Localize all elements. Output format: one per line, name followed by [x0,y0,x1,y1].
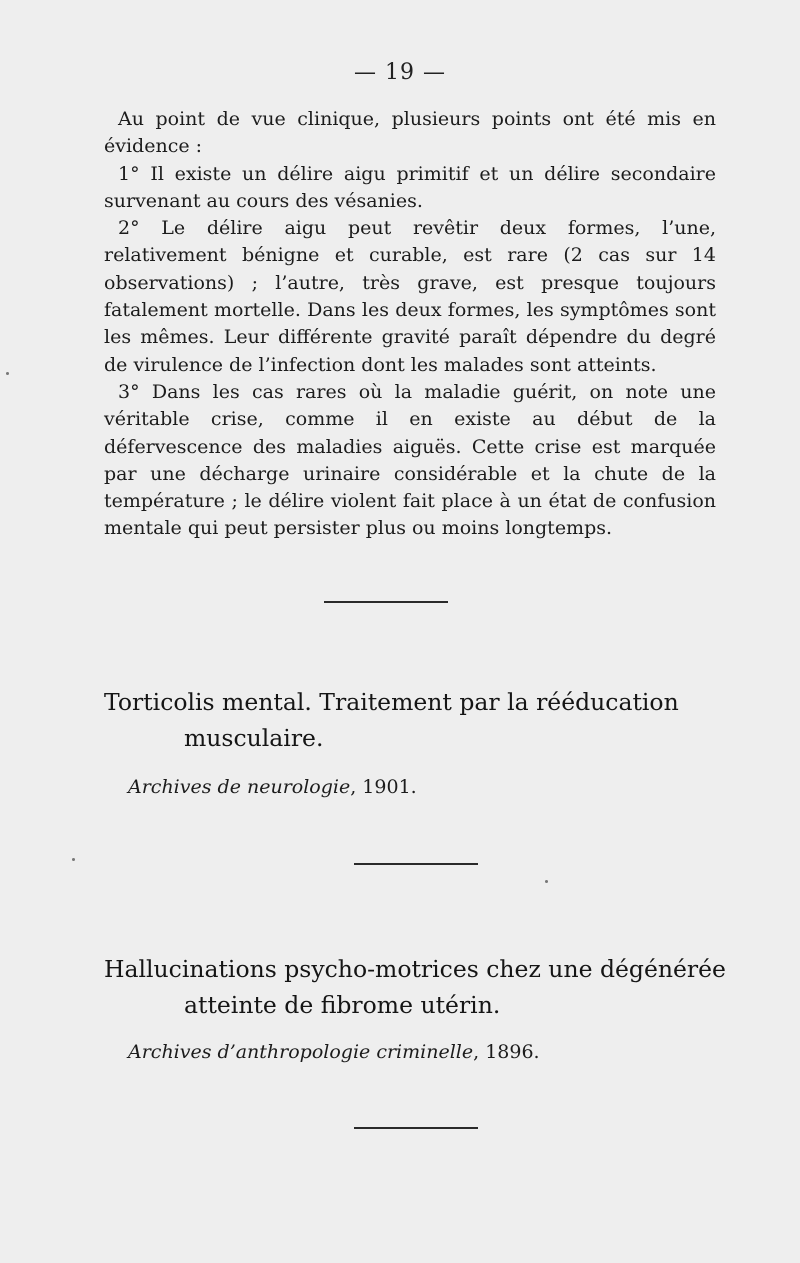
section-divider-1 [324,601,448,603]
citation-journal: Archives d’anthropologie criminelle [128,1041,474,1063]
entry-title-line-2: atteinte de fibrome utérin. [184,991,501,1019]
print-speck [6,372,9,375]
citation-year: , 1901. [350,776,417,798]
section-divider-2 [354,863,478,865]
print-speck [545,880,548,883]
paragraph-point-3: 3° Dans les cas rares où la maladie guérit, on note une véritable crise, comme il en existe au début de la défervescence des maladies aiguës. Cette crise est marquée par une décharge urinaire considérable et la chute de la température ; le délire violent fait place à un état de confusion mentale qui peut persister plus ou moins longtemps. [104,380,716,540]
entry-title-hallucinations [104,951,734,1023]
entry-citation-torticolis [128,776,417,798]
entry-citation-hallucinations [128,1041,540,1063]
entry-title-line-2: musculaire. [184,724,324,752]
page-number: — 19 — [354,60,446,85]
entry-title-line-1: Torticolis mental. Traitement par la rééducation [104,688,679,716]
entry-title-line-1: Hallucinations psycho-motrices chez une dégénérée [104,955,726,983]
paragraph-intro: Au point de vue clinique, plusieurs points ont été mis en évidence : [104,108,716,158]
citation-journal: Archives de neurologie [128,776,351,798]
paragraph-point-2: 2° Le délire aigu peut revêtir deux formes, l’une, relativement bénigne et curable, est rare (2 cas sur 14 observations) ; l’autre, très grave, est presque toujours fatalement mortelle. Dans les deux formes, les symptômes sont les mêmes. Leur différente gravité paraît dépendre du degré de virulence de l’infection dont les malades sont atteints. [104,217,716,376]
citation-year: , 1896. [473,1041,540,1063]
print-speck [72,858,75,861]
section-divider-3 [354,1127,478,1129]
body-text [104,106,716,543]
paragraph-point-1: 1° Il existe un délire aigu primitif et un délire secondaire survenant au cours des vésanies. [104,162,716,212]
entry-title-torticolis [104,684,734,756]
